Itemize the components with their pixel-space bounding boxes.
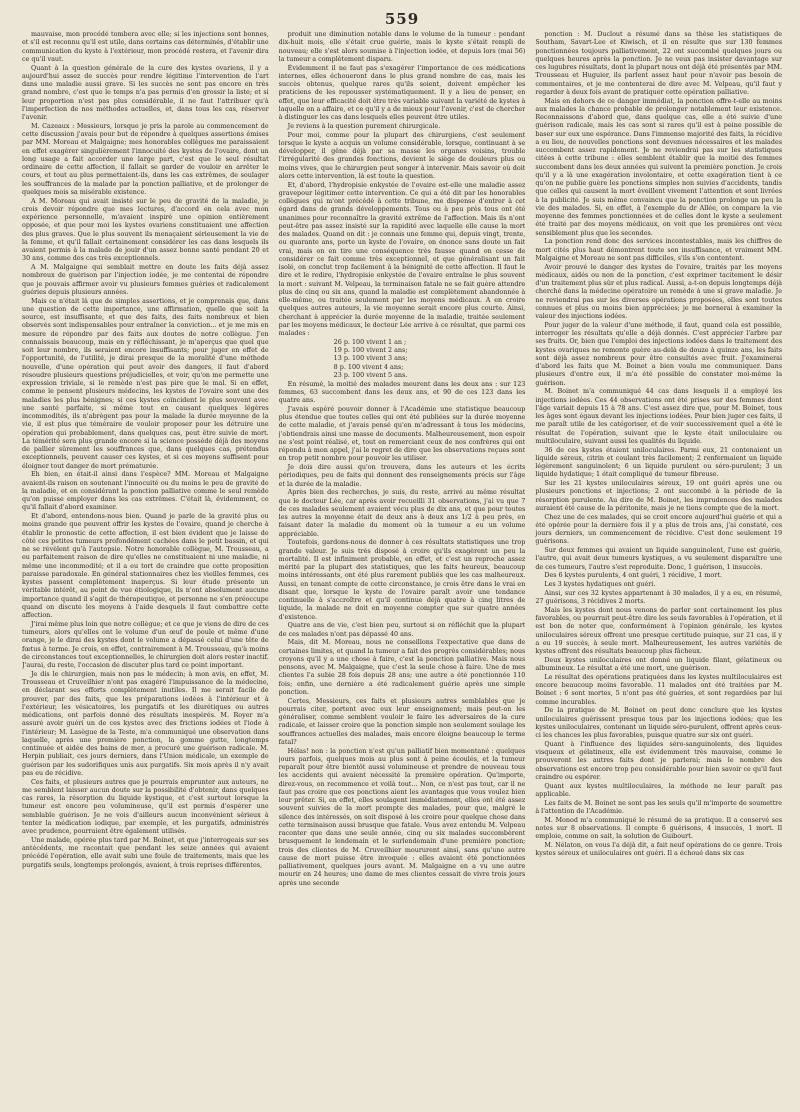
- page-number: 559: [384, 10, 420, 28]
- paragraph: Les 3 kystes hydatiques ont guéri.: [544, 580, 656, 588]
- paragraph: Quant aux kystes multiloculaires, la méthode ne leur paraît pas applicable.: [535, 781, 782, 798]
- paragraph: Je reviens à la question purement chirurgicale.: [287, 121, 441, 130]
- paragraph: Ces faits, et plusieurs autres que je pourrais emprunter aux auteurs, ne me semblent laisser aucun doute sur la possibilité d'obtenir, dans quelques cas rares, la résorption du liquide kystique, et c'est surtout lorsque la tumeur est encore peu volumineuse, qu'il est permis d'espérer une semblable guérison. Je ne vois d'ailleurs aucun inconvénient sérieux à tenter la médication iodique, par exemple, et les purgatifs, administrés avec prudence, pourraient être également utilisés.: [22, 777, 269, 835]
- paragraph: La ponction rend donc des services incontestables, mais les chiffres de mort cités plus haut démontrent toute son insuffisance, et vraiment MM. Malgaigne et Moreau ne sont pas difficiles, s'ils s'en contentent.: [535, 237, 782, 262]
- paragraph: De la pratique de M. Boinet on peut donc conclure que les kystes uniloculaires guérissent presque tous par les injections iodées; que les kystes uniloculaires, contenant un liquide séro-purulent, offrent après ceux-ci les chances les plus favorables, puisque quatre sur six ont guéri.: [535, 706, 782, 739]
- paragraph: M. Cazeaux : Messieurs, lorsque je pris la parole au commencement de cette discussion j'avais pour but de répondre à quelques assertions émises par MM. Moreau et Malgaigne; mes honorables collègues me paraissaient en effet exagérer singulièrement l'innocuité des kystes de l'ovaire, dont un long usage a fait accorder une large part, c'est que le seul résultat ordinaire de cette affection, il fallait se garder de vouloir en arrêter le cours, et tout au plus permettaient-ils, dans les cas extrêmes, de soulager les souffrances de la malade par la ponction palliative, et de prolonger de quelques mois sa misérable existence.: [22, 121, 269, 196]
- table-row: 23 p. 100 vivent 5 ans.: [333, 370, 408, 379]
- paragraph: Et d'abord, entendons-nous bien. Quand je parle de la gravité plus ou moins grande que peuvent offrir les kystes de l'ovaire, quand je cherche à établir le pronostic de cette affection, il est bien évident que je laisse de côté ces petites tumeurs profondément cachées dans le petit bassin, et qui ne se révèlent qu'à l'autopsie. Notre honorable collègue, M. Trousseau, a eu parfaitement raison de dire qu'elles ne constituaient ni une maladie, ni même une incommodité; et il a eu tort de craindre que cette proposition paraisse paradoxale. En général stationnaires chez les vieilles femmes, ces kystes passent complètement inaperçus. Si leur étude présente un véritable intérêt, au point de vue étiologique, ils n'ont absolument aucune importance quand il s'agit de thérapeutique, et personne ne s'en préoccupe quand on discute les moyens à l'aide desquels il faut combattre cette affection.: [22, 512, 269, 619]
- paragraph: Mais les kystes dont nous venons de parler sont certainement les plus favorables, ou pourrait peut-être dire les seuls favorables à l'opération, et il est bon de noter que, conformément à l'opinion générale, les kystes uniloculaires séreux offrent une presque certitude puisque, sur 21 cas, il y a eu 19 succès, à seule mort. Malheureusement, les autres variétés de kystes offrent des résultats beaucoup plus fâcheux.: [535, 605, 782, 655]
- table-row: 26 p. 100 vivent 1 an ;: [333, 337, 407, 346]
- paragraph: A M. Malgaigne qui semblait mettre en doute les faits déjà assez nombreux de guérison par l'injection iodée, je me contentai de répondre que je pouvais affirmer avoir vu plusieurs femmes guéries et radicalement guéries depuis plusieurs années.: [22, 263, 269, 296]
- paragraph: Quant à la question générale de la cure des kystes ovariens, il y a aujourd'hui assez de succès pour rendre légitime l'intervention de l'art dans une maladie aussi grave. Si les succès ne sont pas encore en très grand nombre, c'est que le temps n'a pas permis d'en grossir la liste; et si leur proportion n'est pas plus considérable, il ne faut l'attribuer qu'à l'imperfection de nos méthodes actuelles, et, dans tous les cas, réserver l'avenir.: [22, 63, 269, 121]
- table-row: 8 p. 100 vivent 4 ans;: [333, 362, 404, 371]
- paragraph: Sur deux femmes qui avaient un liquide sanguinolent, l'une est guérie, l'autre, qui avait deux tumeurs kystiques, a vu seulement disparaître une de ces tumeurs, l'autre s'est reproduite. Donc, 1 guérison, 1 insuccès.: [535, 546, 782, 571]
- paragraph: Et, d'abord, l'hydropisie enkystée de l'ovaire est-elle une maladie assez gravepour légitimer cette intervention. Ce qui a été dit par les honorables collègues qui m'ont précédé à cette tribune, me dispense d'entrer à cet égard dans de grands développements. Tous ou à peu près tous ont été unanimes pour reconnaître la gravité extrême de l'affection. Mais ils n'ont peut-être pas assez insisté sur la rapidité avec laquelle elle cause la mort des malades. Quand on dit : je connais une femme qui, depuis vingt, trente, ou quarante ans, porte un kyste de l'ovaire, on énonce sans doute un fait vrai, mais on en tire une conséquence très fausse quand on cesse de considérer ce fait comme très exceptionnel, et que généralisant un fait isolé, on conclut trop facilement à la bénignité de cette affection. Il faut le dire et le redire, l'hydropisie enkystée de l'ovaire entraîne le plus souvent la mort : suivant M. Velpeau, la terminaison fatale ne se fait guère attendre plus de cinq ou six ans, quand la maladie est complètement abandonnée à elle-même, ou traitée seulement par les moyens médicaux. A en croire quelques autres auteurs, la vie moyenne serait encore plus courte. Ainsi, cherchant à apprécier la durée moyenne de la maladie, traitée seulement par les moyens médicaux, le docteur Lée arrive à ce résultat, que parmi ces malades :: [278, 180, 526, 337]
- paragraph: Toutefois, gardons-nous de donner à ces résultats statistiques une trop grande valeur. Je suis très disposé à croire qu'ils exagèrent un peu la mortalité. Il est infiniment probable, en effet, et c'est un reproche assez mérité par la plupart des statistiques, que les faits heureux, beaucoup moins intéressants, ont été plus rarement publiés que les cas malheureux. Aussi, en tenant compte de cette circonstance, je crois être dans le vrai en disant que, lorsque le kyste de l'ovaire paraît avoir une tendance continuelle à s'accroître et qu'il continue déjà quatre à cinq litres de liquide, la malade ne doit en moyenne compter que sur quatre années d'existence.: [278, 538, 526, 621]
- paragraph: M. Monod m'a communiqué le résumé de sa pratique. Il a conservé ses notes sur 8 observations. Il compte 6 guérisons, 4 insuccès, 1 mort. Il emploie, comme on sait, la solution de Guibourt.: [535, 815, 782, 840]
- lee-survival-table: [279, 338, 526, 379]
- paragraph: J'avais espéré pouvoir donner à l'Académie une statistique beaucoup plus étendue que toutes celles qui ont été publiées sur la durée moyenne de cette maladie, et j'avais pensé qu'en m'adressant à tous les médecins, j'obtiendrais ainsi une masse de documents. Malheureusement, mon espoir ne s'est point réalisé, et, tout en remerciant ceux de nos confrères qui ont répondu à mon appel, j'ai le regret de dire que les observations reçues sont en trop petit nombre pour pouvoir les utiliser.: [278, 404, 526, 463]
- paragraph: Mais en dehors de ce danger immédiat, la ponction offre-t-elle au moins aux malades la chance probable de prolonger notablement leur existence. Reconnaissons d'abord que, dans quelque cas, elle a été suivie d'une guérison radicale, mais les cas sont si rares qu'il est à peine possible de baser sur eux une espérance. Dans l'immense majorité des faits, la récidive a eu lieu, de nouvelles ponctions sont devenues nécessaires et les malades succombent assez rapidement. Je ne reviendrai pas sur les statistiques citées à cette tribune : elles semblent établir que la moitié des femmes succombent dans les deux années qui suivent la première ponction. Je crois qu'il y a là une exagération involontaire, et cette exagération tient à ce qu'on ne publie guère les ponctions simples non suivies d'accidents, tandis que celles qui causent la mort éveillent vivement l'attention et sont livrées à la publicité. Je suis même convaincu que la ponction prolonge un peu la vie des malades. Si, en effet, à l'exemple du dr Allée, on compare la vie moyenne des femmes ponctionnées et de celles dont le kyste a seulement été traité par des moyens médicaux, on voit que les premières ont vécu sensiblement plus que les secondes.: [535, 96, 782, 237]
- paragraph: Quant à l'influence des liquides séro-sanguinolents, des liquides visqueux et gélatineux, elle est évidemment très mauvaise, comme le prouveront les autres faits dont je parlerai; mais le nombre des observations est encore trop peu considérable pour bien savoir ce qu'il faut craindre ou espérer.: [535, 739, 782, 781]
- paragraph: Hélas! non : la ponction n'est qu'un palliatif bien momentané : quelques jours parfois, quelques mois au plus sont à peine écoulés, et la tumeur reparaît pour être bientôt aussi volumineuse et prendre de nouveau tous les accidents qui avaient nécessité la première opération. Qu'importe, direz-vous, on recommence et voilà tout... Non, ce n'est pas tout, car il ne faut pas croire que ces ponctions aient les avantages que vous voulez bien leur prêter. Si, en effet, elles soulagent immédiatement, elles ont été assez souvent suivies de la mort prompte des malades, pour que, malgré le silence des intéressés, on soit disposé à les croire pour quelque chose dans cette terminaison aussi brusque que fatale. Vous avez entendu M. Velpeau raconter que dans une seule année, cinq ou six malades succombèrent brusquement le lendemain et le surlendemain d'une première ponction; trois des clientes de M. Cruveilhier moururent ainsi, sans qu'une autre cause de mort puisse être invoquée : elles avaient été ponctionnées palliativement, quelques jours avant. M. Malgaigne en a vu une autre mourir en 24 heures; une dame de mes clientes cessait de vivre trois jours après une seconde: [278, 746, 526, 887]
- paragraph: Mais ce n'était là que de simples assertions, et je comprenais que, dans une question de cette importance, une affirmation, quelle que soit la source, est insuffisante, et que des faits, des faits nombreux et bien observés sont indispensables pour entraîner la conviction... et je me mis en mesure de répondre par des faits aux doutes de notre collègue. J'en connaissais beaucoup, mais en y réfléchissant, je m'aperçus que quel que soit leur nombre, ils seraient encore insuffisants; pour juger en effet de l'opportunité, de l'utilité, je dirai presque de la moralité d'une méthode nouvelle, d'une opération qui peut avoir des dangers, il faut d'abord résoudre plusieurs questions préjudicielles, et voir, qu'on me permette une expression triviale, si le remède n'est pas pire que le mal. Si en effet, comme le pensent plusieurs médecins, les kystes de l'ovaire sont une des maladies les plus bénignes; si ces kystes coïncident le plus souvent avec une santé parfaite, si même tout en causant quelques légères incommodités, ils n'abrègent pas pour la malade la durée moyenne de la vie, il est plus que téméraire de vouloir proposer pour les détruire une opération qui probablement, dans quelques cas, peut être suivie de mort. La témérité sera plus grande encore si la science possède déjà des moyens de pallier sûrement les souffrances que, dans quelques cas, prétendus exceptionnels, peuvent causer ces kystes, et si ces moyens suffisent pour éloigner tout danger de mort prématurée.: [22, 296, 269, 470]
- column-left: [22, 30, 269, 1112]
- paragraph: Les faits de M. Boinet ne sont pas les seuls qu'il m'importe de soumettre à l'attention de l'Académie.: [535, 798, 782, 815]
- paragraph: Une malade, opérée plus tard par M. Boinet, et que j'interrogeais sur ses antécédents, me racontait que pendant les seize années qui avaient précédé l'opération, elle avait subi une foule de traitements, mais que les purgatifs seuls, longtemps prolongés, avaient, à trois reprises différentes,: [22, 835, 269, 869]
- paragraph: En résumé, la moitié des malades meurent dans les deux ans : sur 123 femmes, 63 succombent dans les deux ans, et 90 de ces 123 dans les quatre ans.: [278, 379, 526, 404]
- paragraph: Eh bien, en était-il ainsi dans l'espèce? MM. Moreau et Malgaigne avaient-ils raison en soutenant l'innocuité ou du moins le peu de gravité de la maladie, et en considérant la ponction palliative comme le seul remède qu'on puisse employer dans les cas extrêmes. C'était là, évidemment, ce qu'il fallait d'abord examiner.: [22, 470, 269, 512]
- paragraph: Le résultat des opérations pratiquées dans les kystes multiloculaires est encore beaucoup moins favorable. 11 malades ont été traitées par M. Boinet : 6 sont mortes, 5 n'ont pas été guéries, et sont regardées par lui comme incurables.: [535, 672, 782, 706]
- paragraph: Évidemment il ne faut pas s'exagérer l'importance de ces médications internes, elles échoueront dans le plus grand nombre de cas, mais les succès obtenus, quelque rares qu'ils soient, doivent empêcher les praticiens de les repousser systématiquement. Il y a lieu de penser, en effet, que leur efficacité doit être très variable suivant la variété de kystes à laquelle on a affaire, et ce qu'il y a de mieux pour l'avenir, c'est de chercher à distinguer les cas dans lesquels elles peuvent être utiles.: [278, 63, 526, 121]
- paragraph: M. Nélaton, on vous l'a déjà dit, a fait neuf opérations de ce genre. Trois kystes séreux et uniloculaires ont guéri. Il a échoué dans six cas: [535, 840, 782, 857]
- table-row: 19 p. 100 vivent 2 ans;: [333, 346, 408, 354]
- paragraph: Sur les 21 kystes uniloculaires séreux, 19 ont guéri après une ou plusieurs ponctions et injections; 2 ont succombé à la période de la résorption purulente. Au dire de M. Boinet, les imprudences des malades auraient été cause de la péritonite, mais je ne tiens compte que de la mort.: [535, 479, 782, 512]
- text-columns: [22, 30, 782, 1112]
- paragraph: Mais, dit M. Moreau, nous ne conseillons l'expectative que dans de certaines limites, et quand la tumeur a fait des progrès considérables; nous croyons qu'il y a une chose à faire, c'est la ponction palliative. Mais nous pensons, avec M. Malgaigne, que c'est la seule chose à faire. Une de mes clientes l'a subie 28 fois depuis 28 ans; une autre a été ponctionnée 110 fois; enfin, une dernière a été radicalement guérie après une simple ponction.: [278, 638, 526, 696]
- paragraph: Des 6 kystes purulents, 4 ont guéri, 1 récidive, 1 mort.: [544, 571, 722, 580]
- paragraph: Deux kystes uniloculaires ont donné un liquide filant, gélatineux ou albumineux. Le résultat a été une mort, une guérison.: [535, 655, 782, 672]
- paragraph: Après bien des recherches, je suis, du reste, arrivé au même résultat que le docteur Lée, car après avoir recueilli 31 observations, j'ai vu que 7 de ces malades seulement avaient vécu plus de dix ans, et que pour toutes les autres la moyenne était de deux ans à deux ans 1/2 à peu près, en faisant dater la maladie du moment où la tumeur a eu un volume appréciable.: [278, 488, 526, 538]
- paragraph: 36 de ces kystes étaient uniloculaires. Parmi eux, 21 contenaient un liquide séreux, citrin et coulant très facilement; 2 renfermaient un liquide légèrement sanguinolent; 6 un liquide purulent ou séro-purulent; 3 un liquide hydatique; 1 était compliqué de tumeur fibreuse.: [535, 445, 782, 479]
- paragraph: Ainsi, sur ces 32 kystes appartenant à 30 malades, il y a eu, en résumé, 27 guérisons, 3 récidives 2 morts.: [535, 588, 782, 605]
- paragraph: Pour moi, comme pour la plupart des chirurgiens, c'est seulement lorsque le kyste a acquis un volume considérable, lorsque, continuant à se développer, il gêne déjà par sa masse les organes voisins, trouble l'irrégularité des grandes fonctions, devient le siège de douleurs plus ou moins vives, que le chirurgien peut songer à intervenir. Mais savoir où doit alors cette intervention, là est toute la question.: [278, 130, 526, 180]
- paragraph: Chez une de ces malades, qui se croit encore aujourd'hui guérie et qui a été opérée pour la dernière fois il y a plus de trois ans, j'ai constaté, ces jours derniers, un commencement de récidive. C'est donc seulement 19 guérisons.: [535, 512, 782, 546]
- paragraph: J'irai même plus loin que notre collègue; et ce que je viens de dire de ces tumeurs, alors qu'elles ont le volume d'un œuf de poule et même d'une orange, je le dirai des kystes dont le volume a dépassé celui d'une tête de fœtus à terme. Je crois, en effet, contrairement à M. Trousseau, qu'à moins de circonstances tout exceptionnelles, le chirurgien doit alors rester inactif. J'aurai, du reste, l'occasion de discuter plus tard ce point important.: [22, 619, 269, 669]
- column-middle: [279, 30, 526, 1112]
- paragraph: Quatre ans de vie, c'est bien peu, surtout si on réfléchit que la plupart de ces malades n'ont pas dépassé 40 ans.: [278, 621, 526, 638]
- paragraph: A M. Moreau qui avait insisté sur le peu de gravité de la maladie, je crois devoir répondre que mes lectures, d'accord en cela avec mon expérience personnelle, m'avaient inspiré une opinion entièrement opposée, et que pour moi les kystes ovariens constituaient une affection des plus graves. Que le plus souvent ils menaçaient sérieusement la vie de la femme, et qu'il fallait certainement considérer les cas dans lesquels ils avaient permis à la malade de jouir d'un assez bonne santé pendant 20 et 30 ans, comme des cas très exceptionnels.: [22, 196, 269, 263]
- paragraph: Certes, Messieurs, ces faits et plusieurs autres semblables que je pourrais citer, portent avec eux leur enseignement; mais peut-on les généraliser, comme semblent vouloir le faire les adversaires de la cure radicale, et laisser croire que la ponction simple non seulement soulage les souffrances actuelles des malades, mais encore éloigne beaucoup le terme fatal?: [278, 696, 526, 746]
- paragraph: ponction : M. Duclout a résumé dans sa thèse les statistiques de Southam, Savart-Lee et Kiwisch, et il en résulte que sur 130 femmes ponctionnées toujours palliativement, 22 ont succombé quelques jours ou quelques heures après la ponction. Je ne veux pas insister davantage sur ces lugubres résultats, dont la plupart nous ont déjà été présentés par MM. Trousseau et Huguier, ils parlent assez haut pour n'avoir pas besoin de commentaires, et je me contenterai de dire avec M. Velpeau, qu'il faut y regarder à deux fois avant de pratiquer cette opération palliative.: [535, 30, 782, 96]
- paragraph: Je dois dire aussi qu'on trouvera, dans les auteurs et les écrits périodiques, peu de faits qui donnent des renseignements précis sur l'âge et la durée de la maladie.: [278, 463, 526, 488]
- paragraph: produit une diminution notable dans le volume de la tumeur : pendant dix-huit mois, elle s'était crue guérie, mais le kyste s'était rempli de nouveau; elle s'est alors soumise à l'injection iodée, et depuis lors (mai 56) la tumeur a complètement disparu.: [278, 30, 526, 63]
- table-row: 13 p. 100 vivent 3 ans;: [333, 354, 408, 363]
- paragraph: Pour juger de la valeur d'une méthode, il faut, quand cela est possible, interroger les résultats qu'elle a déjà donnés. C'est apprécier l'arbre par ses fruits. Or, bien que l'emploi des injections iodées dans le traitement des kystes ovariques ne remonte guère au-delà de douze à quinze ans, les faits sont déjà assez nombreux pour être consultés avec fruit. J'examinerai d'abord les faits que M. Boinet a bien voulu me communiquer. Dans plusieurs d'entre eux, il m'a été possible de constater moi-même la guérison.: [535, 320, 782, 387]
- paragraph: M. Boinet m'a communiqué 44 cas dans lesquels il a employé les injections iodées. Ces 44 observations ont été prises sur des femmes dont l'âge variait depuis 15 à 78 ans. C'est assez dire que, pour M. Boinet, tous les âges sont égaux devant les injections iodées. Pour bien juger ces faits, il me paraît utile de les catégoriser, et de voir successivement quel a été le résultat de l'opération, suivant que le kyste était uniloculaire ou multiloculaire, suivant aussi les qualités du liquide.: [535, 387, 782, 445]
- paragraph: Avoir prouvé le danger des kystes de l'ovaire, traités par les moyens médicaux, aidés ou non de la ponction, c'est exprimer tacitement le désir d'un traitement plus sûr et plus radical. Aussi, a-t-on depuis longtemps déjà cherché dans la médecine opératoire un remède à une si grave maladie. Je ne reviendrai pas sur les diverses opérations proposées, elles sont toutes connues et plus ou moins bien appréciées; je me bornerai à examiner la valeur des injections iodées.: [535, 262, 782, 320]
- column-right: [535, 30, 782, 1112]
- paragraph: mauvaise, mon procédé tombera avec elle; si les injections sont bonnes, et s'il est reconnu qu'il est utile, dans certains cas déterminés, d'établir une communication du kyste à l'extérieur, mon procédé restera, et l'avenir dira ce qu'il vaut.: [22, 30, 269, 63]
- paragraph: Je dis le chirurgien, mais non pas le médecin; à mon avis, en effet, M. Trousseau et Cruveilhier n'ont pas exagéré l'impuissance de la médecine, en déclarant ses efforts complètement inutiles. Il me serait facile de prouver, par des faits, que les préparations iodées à l'intérieur et à l'extérieur, les vésicatoires, les purgatifs et les diurétiques ou autres médications, ont parfois donné des résultats inespérés. M. Royer m'a assuré avoir guéri un de ces kystes avec des frictions iodées et l'iode à l'intérieur; M. Lasègue de la Teste, m'a communiqué une observation dans laquelle, après une première ponction, la gomme gutte, longtemps continuée et aidée des bains de mer, a procuré une guérison radicale. M. Herpin publiait, ces jours derniers, dans l'Union médicale, un exemple de guérison par les sudorifiques unis aux purgatifs. Six mois après il n'y avait pas eu de récidive.: [22, 669, 269, 777]
